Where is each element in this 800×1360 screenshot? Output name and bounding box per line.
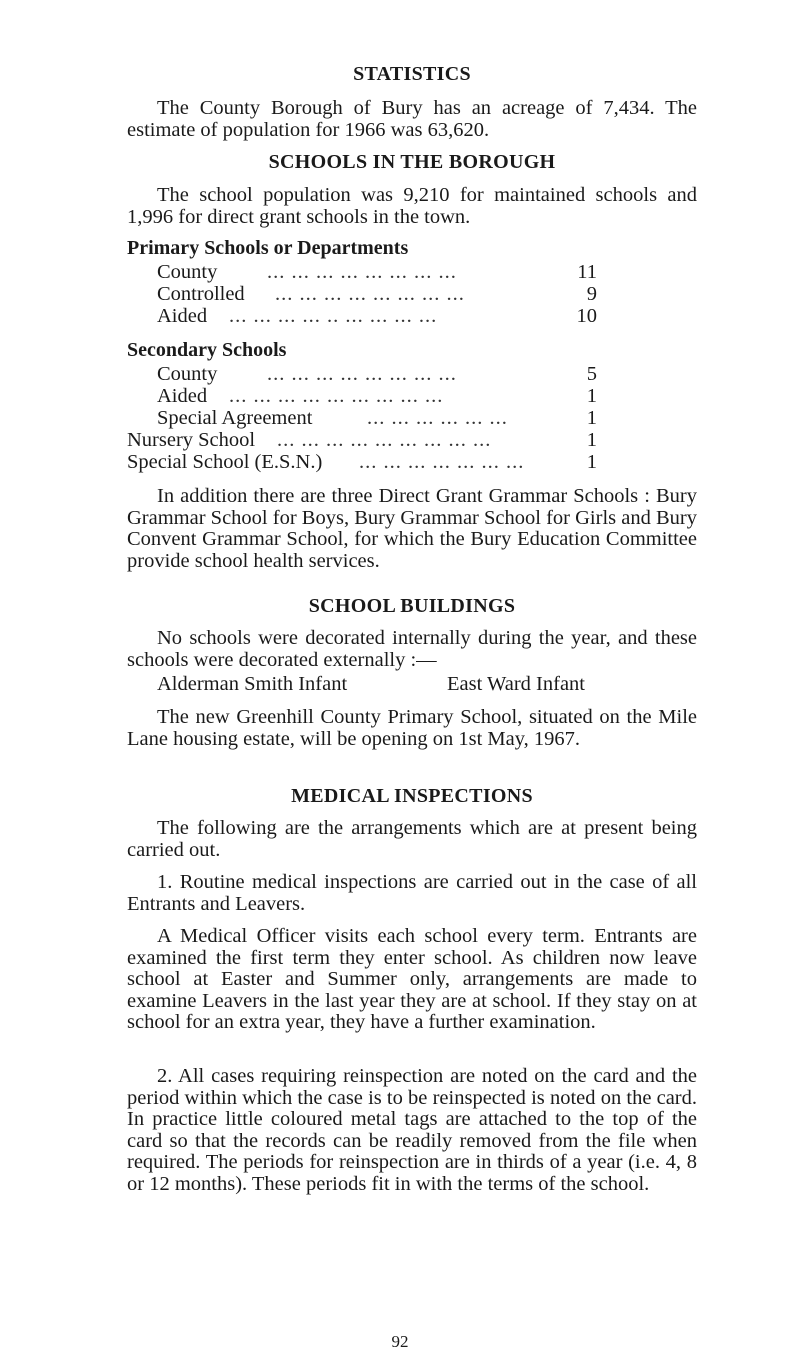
- secondary-heading-block: [127, 340, 697, 362]
- row-value: 1: [586, 407, 597, 429]
- medical-item-2: 2. All cases requiring reinspection are noted on the card and the period within which the case is to be reinspected is noted on the card. In practice little coloured metal tags are attached to the top of the card so that the records can be readily removed from the file when required. The periods for reinspection are in thirds of a year (i.e. 4, 8 or 12 months). These periods fit in with the terms of the school.: [127, 1065, 697, 1195]
- row-value: 9: [586, 283, 597, 305]
- dot-leader: ... ... ... ... .. ... ... ... ...: [229, 305, 438, 327]
- medical-heading-block: [127, 786, 697, 808]
- greenhill-paragraph: The new Greenhill County Primary School, situated on the Mile Lane housing estate, will be opening on 1st May, 1967.: [127, 706, 697, 750]
- buildings-heading: SCHOOL BUILDINGS: [308, 595, 516, 617]
- schools-heading: SCHOOLS IN THE BOROUGH: [268, 151, 556, 173]
- row-label: Nursery School: [127, 429, 256, 451]
- row-value: 1: [586, 429, 597, 451]
- primary-heading-block: [127, 238, 697, 260]
- row-label: Special School (E.S.N.): [127, 451, 323, 473]
- secondary-heading: Secondary Schools: [127, 339, 287, 361]
- primary-row-county: [157, 262, 597, 284]
- statistics-paragraph: The County Borough of Bury has an acreage of 7,434. The estimate of population for 1966 was 63,620.: [127, 97, 697, 141]
- primary-row-controlled: [157, 284, 597, 306]
- medical-item1-block: [127, 872, 697, 915]
- schools-heading-block: [127, 152, 697, 174]
- secondary-row-county: [157, 364, 597, 386]
- schools-paragraph: The school population was 9,210 for maintained schools and 1,996 for direct grant schools in the town.: [127, 184, 697, 228]
- buildings-heading-block: [127, 596, 697, 618]
- statistics-section: [127, 64, 697, 86]
- row-label: County: [157, 363, 218, 385]
- medical-heading: MEDICAL INSPECTIONS: [291, 785, 533, 807]
- dot-leader: ... ... ... ... ... ... ... ... ...: [229, 385, 444, 407]
- buildings-text-block-2: [127, 707, 697, 750]
- addition-text-block: [127, 486, 697, 572]
- dot-leader: ... ... ... ... ... ... ... ...: [267, 261, 457, 283]
- row-label: Special Agreement: [157, 407, 313, 429]
- primary-heading: Primary Schools or Departments: [127, 237, 409, 259]
- secondary-row-special-agreement: [157, 408, 597, 430]
- buildings-text-block: [127, 628, 697, 671]
- primary-row-aided: [157, 306, 597, 328]
- row-value: 11: [577, 261, 597, 283]
- statistics-heading: STATISTICS: [353, 63, 471, 85]
- row-special-school: [127, 452, 597, 474]
- secondary-row-aided: [157, 386, 597, 408]
- school-name-alderman-smith: Alderman Smith Infant: [157, 673, 348, 695]
- addition-paragraph: In addition there are three Direct Grant Grammar Schools : Bury Grammar School for Boys, Bury Grammar School for Girls and Bury Convent Grammar School, for which the Bury Education Committee provide school health services.: [127, 485, 697, 572]
- medical-intro-block: [127, 818, 697, 861]
- row-label: Controlled: [157, 283, 245, 305]
- buildings-paragraph: No schools were decorated internally during the year, and these schools were decorated externally :—: [127, 627, 697, 671]
- row-label: Aided: [157, 305, 208, 327]
- row-label: Aided: [157, 385, 208, 407]
- medical-intro-paragraph: The following are the arrangements which are at present being carried out.: [127, 817, 697, 861]
- statistics-text-block: [127, 98, 697, 141]
- row-nursery-school: [127, 430, 597, 452]
- page-number: 92: [391, 1332, 409, 1351]
- medical-item-1: 1. Routine medical inspections are carried out in the case of all Entrants and Leavers.: [127, 871, 697, 915]
- row-value: 5: [586, 363, 597, 385]
- decorated-schools-list: [157, 674, 627, 696]
- medical-item-1-detail: A Medical Officer visits each school every term. Entrants are examined the first term they enter school. As children now leave school at Easter and Summer only, arrangements are made to examine Leavers in the last year they are at school. If they stay on at school for an extra year, they have a further examination.: [127, 925, 697, 1033]
- dot-leader: ... ... ... ... ... ... ... ...: [275, 283, 465, 305]
- schools-text-block: [127, 185, 697, 228]
- medical-item2-block: [127, 1066, 697, 1195]
- school-name-east-ward: East Ward Infant: [447, 673, 586, 695]
- row-value: 1: [586, 385, 597, 407]
- dot-leader: ... ... ... ... ... ... ...: [359, 451, 525, 473]
- dot-leader: ... ... ... ... ... ... ... ... ...: [277, 429, 492, 451]
- medical-item1-detail-block: [127, 926, 697, 1034]
- row-label: County: [157, 261, 218, 283]
- dot-leader: ... ... ... ... ... ...: [367, 407, 508, 429]
- dot-leader: ... ... ... ... ... ... ... ...: [267, 363, 457, 385]
- row-value: 1: [586, 451, 597, 473]
- row-value: 10: [576, 305, 597, 327]
